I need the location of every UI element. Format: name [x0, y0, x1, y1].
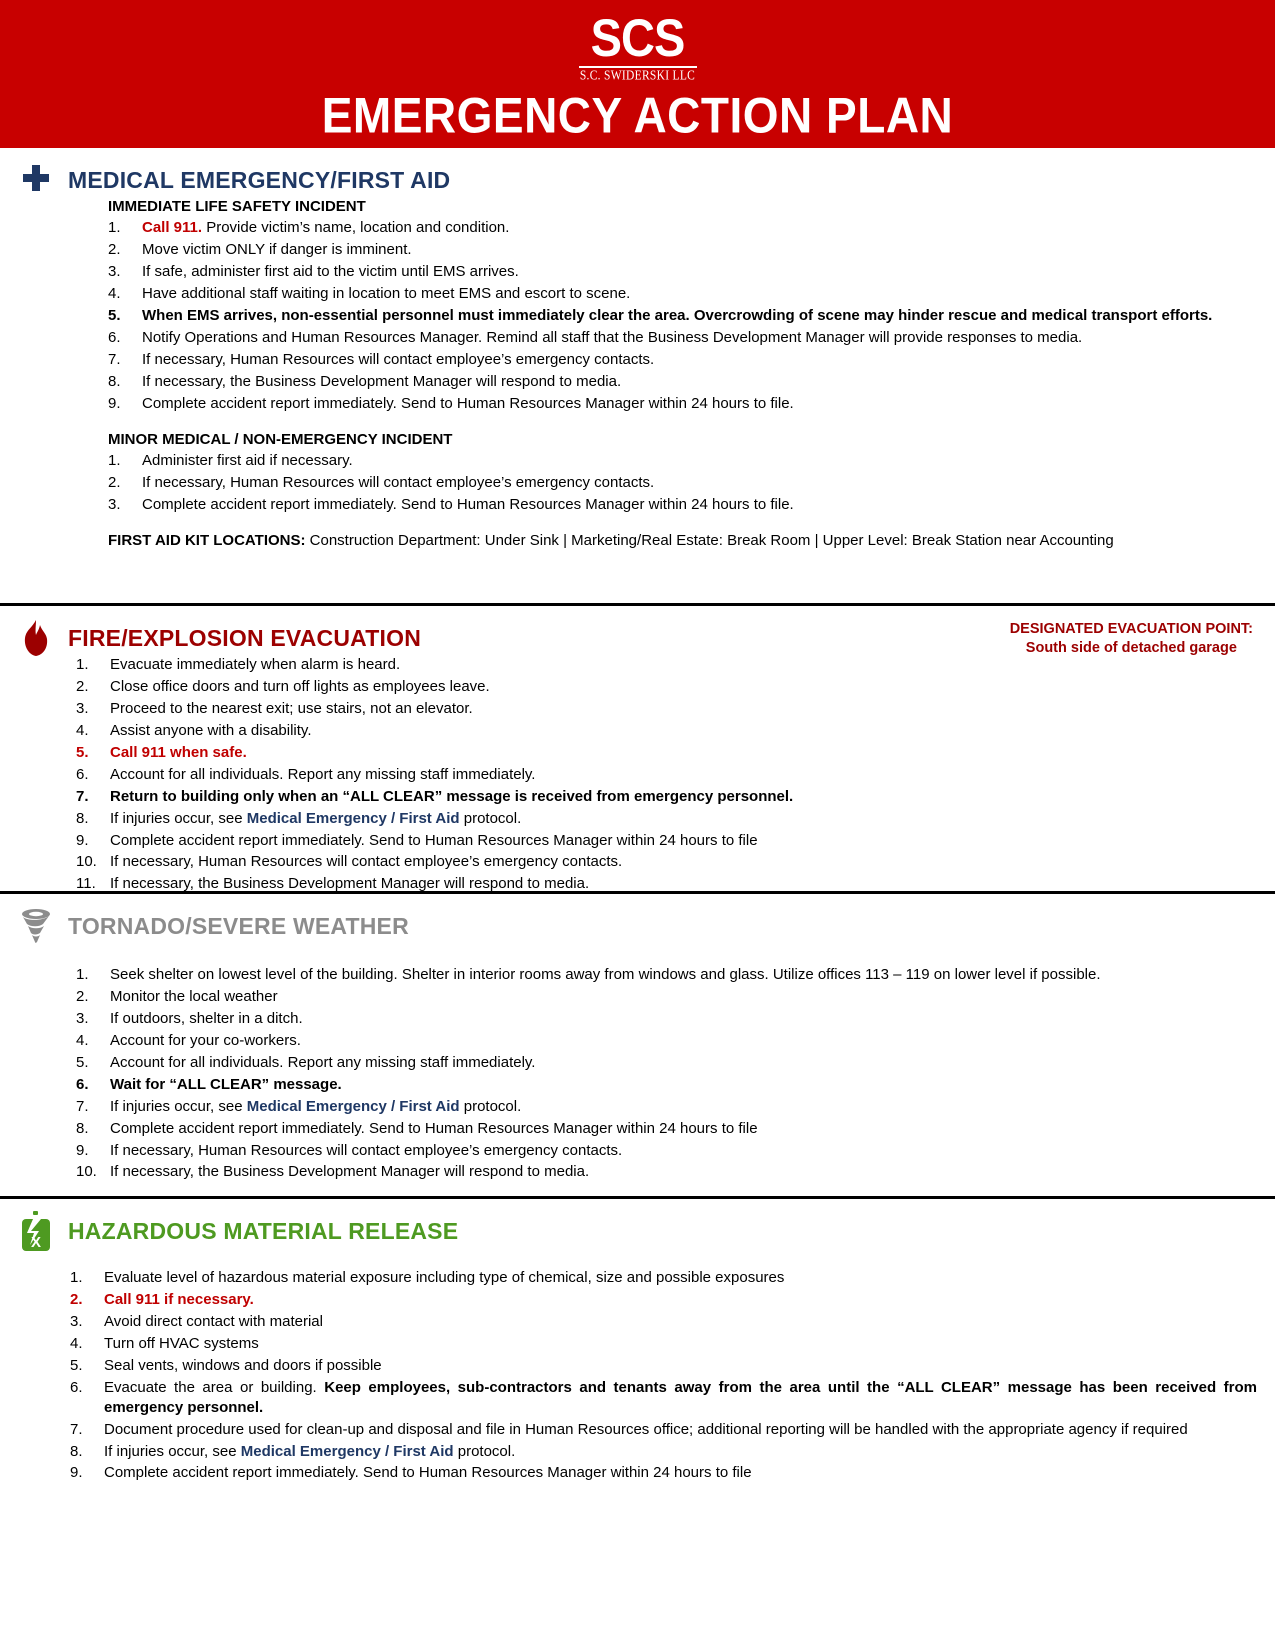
- list-item-text: Avoid direct contact with material: [104, 1312, 323, 1330]
- list-item: [70, 1311, 1257, 1333]
- list-item-number: 11.: [76, 875, 96, 893]
- logo-mark-text: SCS: [590, 7, 685, 68]
- list-item-number: 5.: [76, 743, 89, 761]
- page-title: EMERGENCY ACTION PLAN: [321, 86, 954, 143]
- section-fire-evacuation: [0, 606, 1275, 891]
- list-item-number: 4.: [70, 1334, 83, 1352]
- list-item: [76, 1008, 1257, 1030]
- list-item-text: Complete accident report immediately. Send to Human Resources Manager within 24 hours to file: [110, 1119, 758, 1137]
- list-item-text: Notify Operations and Human Resources Manager. Remind all staff that the Business Development Manager will provide responses to media.: [142, 328, 1083, 346]
- list-item: [108, 371, 1257, 393]
- emphasised-text: Keep employees, sub-contractors and tenants away from the area until the “ALL CLEAR” message has been received from emergency personnel.: [104, 1378, 1258, 1416]
- list-item: [70, 1289, 1257, 1311]
- list-item-text: Turn off HVAC systems: [104, 1334, 259, 1352]
- list-item-number: 8.: [76, 1119, 89, 1137]
- list-item: [70, 1333, 1257, 1355]
- first-aid-kit-locations: [108, 532, 1257, 549]
- list-item: [76, 851, 1257, 873]
- hazmat-steps: [70, 1267, 1257, 1484]
- list-item-text: Administer first aid if necessary.: [142, 452, 353, 470]
- list-item-number: 1.: [70, 1269, 83, 1286]
- list-item: [76, 720, 1257, 742]
- company-logo: [579, 7, 697, 83]
- list-item-text: Complete accident report immediately. Send to Human Resources Manager within 24 hours to file: [104, 1464, 752, 1482]
- list-item-number: 10.: [76, 853, 97, 871]
- immediate-incident-heading: IMMEDIATE LIFE SAFETY INCIDENT: [108, 198, 366, 215]
- section-tornado-weather: [0, 894, 1275, 1196]
- list-item-text: Close office doors and turn off lights as employees leave.: [110, 677, 490, 695]
- tornado-steps: [76, 964, 1257, 1183]
- list-item-number: 5.: [108, 306, 121, 324]
- hazmat-content: [18, 1267, 1257, 1484]
- list-item-text: Monitor the local weather: [110, 987, 278, 1005]
- hazmat-container-icon: [18, 1213, 54, 1249]
- list-item: [76, 1074, 1257, 1096]
- list-item: [76, 786, 1257, 808]
- list-item-number: 9.: [76, 1141, 89, 1159]
- list-item-number: 1.: [108, 452, 121, 470]
- list-item-number: 3.: [76, 1009, 89, 1027]
- list-item-text: If safe, administer first aid to the victim until EMS arrives.: [142, 262, 519, 280]
- list-item-text: If necessary, Human Resources will contact employee’s emergency contacts.: [142, 350, 655, 368]
- list-item: [70, 1462, 1257, 1484]
- list-item: [76, 830, 1257, 852]
- list-item-number: 2.: [76, 677, 89, 695]
- list-item-text: If necessary, the Business Development Manager will respond to media.: [110, 1163, 590, 1181]
- list-item-number: 5.: [76, 1053, 89, 1071]
- tornado-section-header: [18, 894, 1257, 944]
- medical-content: [18, 198, 1257, 549]
- list-item-number: 7.: [70, 1420, 83, 1438]
- list-item: [108, 261, 1257, 283]
- list-item-number: 6.: [108, 328, 121, 346]
- minor-incident-steps: [108, 450, 1257, 516]
- list-item-text: Complete accident report immediately. Send to Human Resources Manager within 24 hours to file.: [142, 496, 794, 514]
- list-item-text: If necessary, Human Resources will contact employee’s emergency contacts.: [110, 1141, 623, 1159]
- list-item: [108, 217, 1257, 239]
- list-item-number: 1.: [76, 966, 89, 983]
- list-item-number: 3.: [70, 1312, 83, 1330]
- list-item: [76, 1161, 1257, 1183]
- list-item-number: 9.: [108, 394, 121, 412]
- tornado-icon: [18, 908, 54, 944]
- list-item-number: 7.: [76, 1097, 89, 1115]
- medical-section-title: MEDICAL EMERGENCY/FIRST AID: [68, 166, 451, 193]
- list-item-text: Document procedure used for clean-up and disposal and file in Human Resources office; additional reporting will be handled with the appropriate agency if required: [104, 1420, 1188, 1438]
- list-item: [76, 676, 1257, 698]
- list-item-number: 3.: [108, 262, 121, 280]
- list-item-text: If injuries occur, see Medical Emergency / First Aid protocol.: [104, 1442, 516, 1460]
- list-item-number: 8.: [108, 372, 121, 390]
- logo-company-name: S.C. SWIDERSKI LLC: [579, 68, 696, 83]
- list-item-text: Complete accident report immediately. Send to Human Resources Manager within 24 hours to file.: [142, 394, 794, 412]
- list-item: [108, 472, 1257, 494]
- list-item-text: If necessary, Human Resources will contact employee’s emergency contacts.: [142, 474, 655, 492]
- list-item-number: 2.: [108, 474, 121, 492]
- list-item-text: When EMS arrives, non-essential personnel must immediately clear the area. Overcrowding of scene may hinder rescue and medical transport efforts.: [142, 306, 1213, 324]
- list-item-number: 3.: [76, 699, 89, 717]
- hazmat-section-header: [18, 1199, 1257, 1249]
- list-item-number: 1.: [76, 656, 89, 673]
- list-item: [76, 1096, 1257, 1118]
- list-item: [108, 349, 1257, 371]
- list-item-text: If necessary, the Business Development Manager will respond to media.: [142, 372, 622, 390]
- list-item: [76, 698, 1257, 720]
- list-item-number: 9.: [70, 1464, 83, 1482]
- list-item: [70, 1419, 1257, 1441]
- list-item: [76, 1052, 1257, 1074]
- list-item: [108, 239, 1257, 261]
- list-item-number: 4.: [108, 284, 121, 302]
- list-item-text: Wait for “ALL CLEAR” message.: [110, 1075, 342, 1093]
- list-item-text: If necessary, Human Resources will contact employee’s emergency contacts.: [110, 853, 623, 871]
- list-item: [108, 305, 1257, 327]
- list-item-number: 2.: [108, 240, 121, 258]
- list-item-text: If necessary, the Business Development Manager will respond to media.: [110, 875, 590, 893]
- list-item: [70, 1377, 1257, 1419]
- corporate-contact-line: CORPORATE OFFICE: S.C. SWIDERSKI, LLC | 401 RANGER STREET, MOSINEE, WI 54455 | 715-693-9522: [203, 149, 1072, 167]
- list-item-text: Account for all individuals. Report any missing staff immediately.: [110, 1053, 536, 1071]
- medical-protocol-reference[interactable]: Medical Emergency / First Aid: [240, 1442, 454, 1460]
- medical-section-header: [18, 148, 1257, 198]
- list-item-number: 10.: [76, 1163, 97, 1181]
- list-item-number: 2.: [76, 987, 89, 1005]
- list-item: [70, 1355, 1257, 1377]
- fire-section-title: FIRE/EXPLOSION EVACUATION: [68, 624, 422, 651]
- call-911-emphasis: Call 911.: [142, 219, 203, 236]
- tornado-section-title: TORNADO/SEVERE WEATHER: [68, 912, 409, 939]
- list-item-text: Evacuate immediately when alarm is heard.: [110, 656, 401, 673]
- list-item-text: Evacuate the area or building. Keep employees, sub-contractors and tenants away from the area until the “ALL CLEAR” message has been received from emergency personnel.: [104, 1378, 1258, 1416]
- list-item-text: Account for all individuals. Report any missing staff immediately.: [110, 765, 536, 783]
- list-item: [76, 986, 1257, 1008]
- list-item-number: 3.: [108, 496, 121, 514]
- list-item-text: Call 911 if necessary.: [104, 1290, 254, 1308]
- first-aid-kit-text: Construction Department: Under Sink | Marketing/Real Estate: Break Room | Upper Level: Break Station near Accounting: [305, 532, 1114, 550]
- medical-protocol-reference[interactable]: Medical Emergency / First Aid: [246, 1097, 460, 1115]
- list-item-number: 5.: [70, 1356, 83, 1374]
- first-aid-kit-label: FIRST AID KIT LOCATIONS:: [108, 532, 306, 550]
- minor-incident-heading: MINOR MEDICAL / NON-EMERGENCY INCIDENT: [108, 431, 453, 449]
- svg-text:X: X: [30, 1234, 42, 1251]
- list-item-text: Call 911 when safe.: [110, 743, 247, 761]
- list-item-text: Call 911. Provide victim’s name, location and condition.: [142, 219, 510, 236]
- list-item-text: Evaluate level of hazardous material exposure including type of chemical, size and possible exposures: [104, 1269, 785, 1286]
- list-item-number: 7.: [108, 350, 121, 368]
- list-item: [70, 1441, 1257, 1463]
- list-item: [76, 808, 1257, 830]
- medical-cross-icon: [18, 162, 54, 198]
- list-item-number: 6.: [70, 1378, 83, 1396]
- list-item: [76, 742, 1257, 764]
- list-item-number: 6.: [76, 765, 89, 783]
- list-item-number: 6.: [76, 1075, 89, 1093]
- list-item-text: Account for your co-workers.: [110, 1031, 301, 1049]
- list-item-text: Proceed to the nearest exit; use stairs, not an elevator.: [110, 699, 473, 717]
- list-item: [76, 764, 1257, 786]
- evacuation-point-label: DESIGNATED EVACUATION POINT:: [1009, 621, 1253, 637]
- list-item-number: 8.: [76, 809, 89, 827]
- document-header: [0, 0, 1275, 167]
- list-item: [108, 450, 1257, 472]
- medical-protocol-reference[interactable]: Medical Emergency / First Aid: [246, 809, 460, 827]
- list-item: [108, 494, 1257, 516]
- list-item-number: 8.: [70, 1442, 83, 1460]
- hazmat-section-title: HAZARDOUS MATERIAL RELEASE: [68, 1217, 459, 1244]
- evacuation-point-value: South side of detached garage: [1025, 639, 1237, 656]
- list-item: [108, 283, 1257, 305]
- flame-icon: [18, 620, 54, 656]
- list-item-text: Move victim ONLY if danger is imminent.: [142, 240, 412, 258]
- list-item: [76, 964, 1257, 986]
- list-item: [108, 393, 1257, 415]
- section-medical-emergency: [0, 148, 1275, 603]
- list-item-text: Complete accident report immediately. Send to Human Resources Manager within 24 hours to file: [110, 831, 758, 849]
- list-item: [76, 1140, 1257, 1162]
- list-item-number: 4.: [76, 721, 89, 739]
- list-item-text: If injuries occur, see Medical Emergency / First Aid protocol.: [110, 809, 522, 827]
- list-item: [76, 873, 1257, 895]
- list-item-text: Seal vents, windows and doors if possible: [104, 1356, 382, 1374]
- list-item-text: Have additional staff waiting in location to meet EMS and escort to scene.: [142, 284, 631, 302]
- designated-evacuation-point: [1010, 620, 1253, 657]
- tornado-content: [18, 964, 1257, 1183]
- list-item-text: Seek shelter on lowest level of the building. Shelter in interior rooms away from windows and glass. Utilize offices 113 – 119 on lower level if possible.: [110, 966, 1101, 983]
- list-item-number: 4.: [76, 1031, 89, 1049]
- list-item: [108, 327, 1257, 349]
- list-item-number: 2.: [70, 1290, 83, 1308]
- fire-steps: [76, 654, 1257, 895]
- list-item-text: If injuries occur, see Medical Emergency / First Aid protocol.: [110, 1097, 522, 1115]
- list-item-number: 9.: [76, 831, 89, 849]
- list-item-text: Assist anyone with a disability.: [110, 721, 312, 739]
- list-item-number: 7.: [76, 787, 89, 805]
- list-item-number: 1.: [108, 219, 121, 236]
- section-hazardous-material: [0, 1199, 1275, 1499]
- fire-content: [18, 654, 1257, 895]
- list-item-text: If outdoors, shelter in a ditch.: [110, 1009, 303, 1027]
- list-item: [76, 1118, 1257, 1140]
- list-item: [76, 1030, 1257, 1052]
- immediate-incident-steps: [108, 217, 1257, 414]
- list-item-text: Return to building only when an “ALL CLEAR” message is received from emergency personnel.: [110, 787, 794, 805]
- list-item: [76, 654, 1257, 676]
- list-item: [70, 1267, 1257, 1289]
